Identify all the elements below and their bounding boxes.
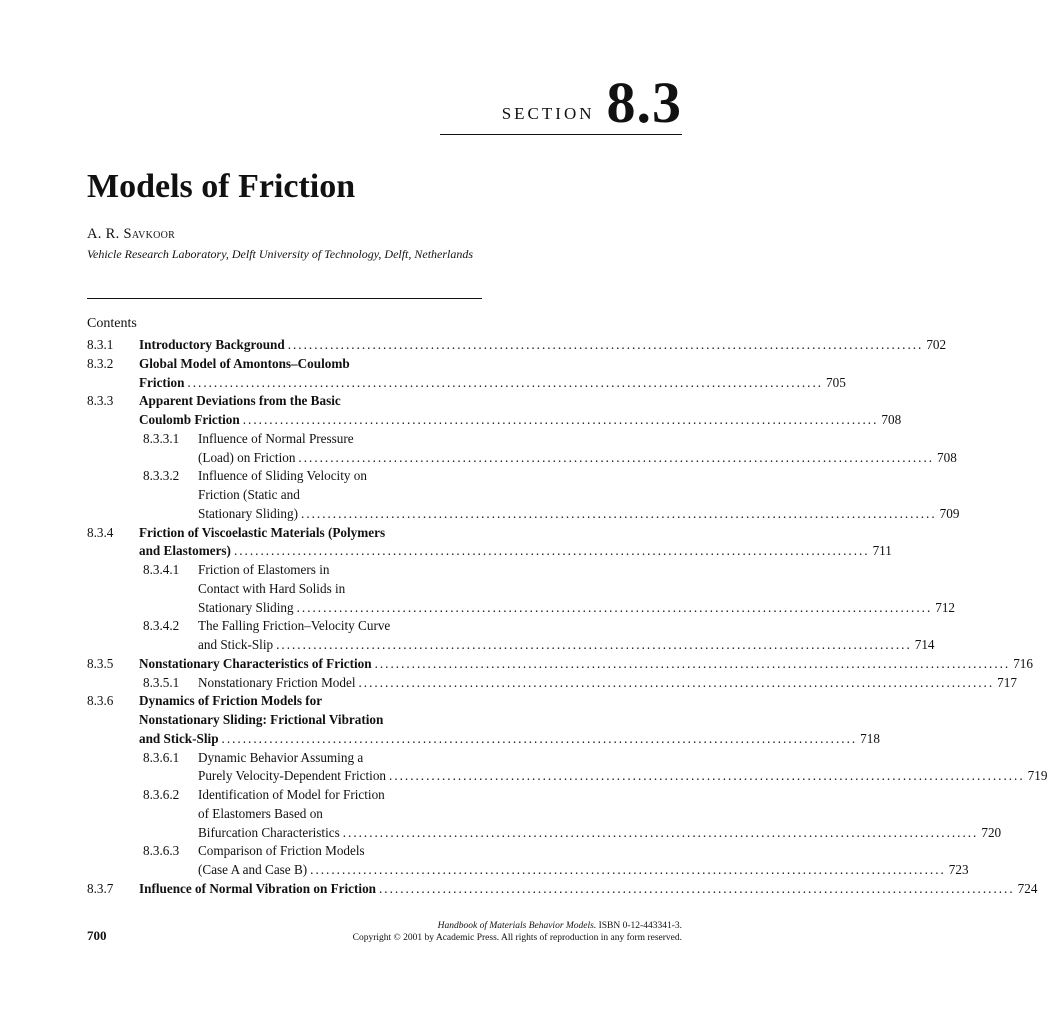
toc-entry-number: 8.3.1	[87, 337, 114, 352]
toc-entry-title: Introductory Background	[139, 337, 285, 352]
toc-entry-number: 8.3.6.1	[143, 749, 180, 765]
contents-heading: Contents	[87, 316, 137, 331]
section-label: SECTION	[501, 104, 595, 123]
toc-line	[87, 691, 482, 710]
toc-entry-number: 8.3.3.1	[143, 430, 180, 446]
toc-entry-title: The Falling Friction–Velocity Curve	[198, 618, 391, 634]
toc-page-number: 716	[1013, 655, 1033, 671]
toc-page-number: 714	[914, 637, 935, 652]
toc-page-number: 724	[1017, 880, 1038, 896]
toc-page-number: 702	[926, 337, 947, 352]
toc-entry-title: Influence of Normal Pressure	[198, 430, 354, 446]
toc-leader-dots: ........................................................................................................................	[342, 824, 979, 840]
toc-line	[139, 541, 892, 560]
section-number: 8.3	[606, 70, 682, 135]
toc-entry-title: and Stick-Slip	[139, 730, 219, 746]
toc-leader-dots: ........................................................................................................................	[301, 505, 937, 521]
toc-entry-title: Friction	[139, 374, 185, 390]
footer-isbn: ISBN 0-12-443341-3.	[598, 921, 682, 931]
toc-page-number: 708	[937, 449, 957, 465]
toc-line	[198, 860, 969, 879]
toc-entry-title: Friction of Viscoelastic Materials (Polymers	[139, 524, 386, 540]
toc-entry-title: and Elastomers)	[139, 543, 231, 559]
toc-line	[87, 335, 947, 354]
toc-line	[143, 560, 482, 579]
section-rule	[440, 134, 682, 135]
toc-entry-title: Comparison of Friction Models	[198, 843, 365, 859]
toc-leader-dots: ........................................................................................................................	[310, 862, 946, 877]
toc-page-number: 712	[935, 599, 956, 615]
toc-line	[198, 766, 1047, 785]
toc-entry-title: Dynamic Behavior Assuming a	[198, 749, 364, 765]
toc-entry-number: 8.3.6	[87, 693, 114, 709]
toc-leader-dots: ........................................................................................................................	[276, 637, 912, 652]
toc-entry-title: and Stick-Slip	[198, 637, 274, 652]
toc-line	[198, 448, 957, 467]
toc-entry-title: Apparent Deviations from the Basic	[139, 393, 341, 409]
toc-page-number: 719	[1027, 768, 1047, 784]
toc-line	[87, 354, 482, 373]
toc-page-number: 718	[860, 730, 880, 746]
toc-entry-title: Influence of Sliding Velocity on	[198, 468, 367, 484]
footer-book-title: Handbook of Materials Behavior Models.	[437, 921, 597, 931]
section-header	[501, 70, 682, 135]
toc-entry-number: 8.3.4.1	[143, 562, 180, 577]
chapter-title: Models of Friction	[87, 168, 356, 205]
toc-entry-title: Nonstationary Characteristics of Friction	[139, 655, 372, 671]
toc-entry-title: Dynamics of Friction Models for	[139, 693, 323, 709]
author-surname: Savkoor	[123, 226, 176, 242]
toc-entry-number: 8.3.4	[87, 524, 114, 540]
toc-entry-number: 8.3.5.1	[143, 674, 180, 690]
toc-entry-title: Identification of Model for Friction	[198, 787, 385, 802]
footer-copyright: Copyright © 2001 by Academic Press. All rights of reproduction in any form reserved.	[352, 933, 682, 943]
toc-line	[87, 879, 1038, 898]
toc-line	[198, 804, 482, 823]
toc-entry-title: of Elastomers Based on	[198, 805, 323, 821]
toc-entry-title: Purely Velocity-Dependent Friction	[198, 768, 387, 784]
toc-leader-dots: ........................................................................................................................	[242, 412, 879, 427]
toc-leader-dots: ........................................................................................................................	[296, 599, 933, 615]
toc-entry-number: 8.3.6.3	[143, 843, 180, 859]
toc-entry-title: Global Model of Amontons–Coulomb	[139, 355, 350, 371]
toc-line	[87, 391, 482, 410]
toc-entry-title: Nonstationary Friction Model	[198, 674, 356, 690]
toc-entry-number: 8.3.2	[87, 355, 114, 371]
toc-entry-number: 8.3.3.2	[143, 468, 180, 484]
toc-line	[143, 616, 482, 635]
toc-entry-title: Friction (Static and	[198, 487, 300, 502]
toc-entry-number: 8.3.7	[87, 880, 114, 896]
toc-entry-number: 8.3.4.2	[143, 618, 180, 634]
toc-leader-dots: ........................................................................................................................	[287, 337, 924, 352]
toc-line	[139, 410, 902, 429]
divider-rule	[87, 298, 482, 299]
toc-entry-title: Stationary Sliding	[198, 599, 294, 615]
toc-leader-dots: ........................................................................................................................	[233, 543, 870, 559]
toc-line	[87, 523, 482, 542]
toc-line	[139, 710, 482, 729]
toc-page-number: 720	[981, 824, 1002, 840]
toc-entry-title: Influence of Normal Vibration on Friction	[139, 880, 376, 896]
toc-line	[143, 785, 482, 804]
toc-line	[198, 579, 482, 598]
toc-line	[143, 429, 482, 448]
toc-page-number: 705	[826, 374, 846, 390]
toc-line	[198, 823, 1002, 842]
toc-entry-title: (Load) on Friction	[198, 449, 296, 465]
toc-entry-number: 8.3.5	[87, 655, 114, 671]
toc-line	[139, 373, 846, 392]
toc-leader-dots: ........................................................................................................................	[221, 730, 858, 746]
toc-entry-title: Coulomb Friction	[139, 412, 240, 427]
toc-leader-dots: ........................................................................................................................	[187, 374, 824, 390]
page-number: 700	[87, 928, 107, 943]
toc-page-number: 709	[939, 505, 960, 521]
author-initials: A. R.	[87, 226, 120, 242]
toc-line	[143, 748, 482, 767]
toc-entry-title: Bifurcation Characteristics	[198, 824, 340, 840]
toc-line	[198, 504, 960, 523]
toc-page-number: 708	[881, 412, 902, 427]
toc-line	[143, 673, 1017, 692]
toc-entry-number: 8.3.6.2	[143, 787, 180, 802]
toc-line	[198, 598, 956, 617]
toc-page-number: 717	[997, 674, 1017, 690]
footer-note	[353, 920, 682, 944]
toc-entry-number: 8.3.3	[87, 393, 114, 409]
toc-leader-dots: ........................................................................................................................	[379, 880, 1015, 896]
toc-line	[198, 485, 482, 504]
toc-line	[143, 466, 482, 485]
toc-leader-dots: ........................................................................................................................	[298, 449, 935, 465]
toc-leader-dots: ........................................................................................................................	[374, 655, 1011, 671]
toc-leader-dots: ........................................................................................................................	[358, 674, 995, 690]
toc-entry-title: Contact with Hard Solids in	[198, 580, 346, 596]
toc-leader-dots: ........................................................................................................................	[389, 768, 1025, 784]
toc-line	[143, 841, 482, 860]
toc-line	[139, 729, 880, 748]
author-affiliation: Vehicle Research Laboratory, Delft University of Technology, Delft, Netherlands	[87, 247, 474, 261]
toc-page-number: 723	[948, 862, 969, 877]
author	[87, 226, 175, 243]
toc-entry-title: Nonstationary Sliding: Frictional Vibration	[139, 712, 384, 727]
toc-entry-title: Friction of Elastomers in	[198, 562, 330, 577]
toc-line	[198, 635, 935, 654]
toc-line	[87, 654, 1033, 673]
toc-page-number: 711	[872, 543, 892, 559]
toc-entry-title: (Case A and Case B)	[198, 862, 308, 877]
toc-entry-title: Stationary Sliding)	[198, 505, 299, 521]
